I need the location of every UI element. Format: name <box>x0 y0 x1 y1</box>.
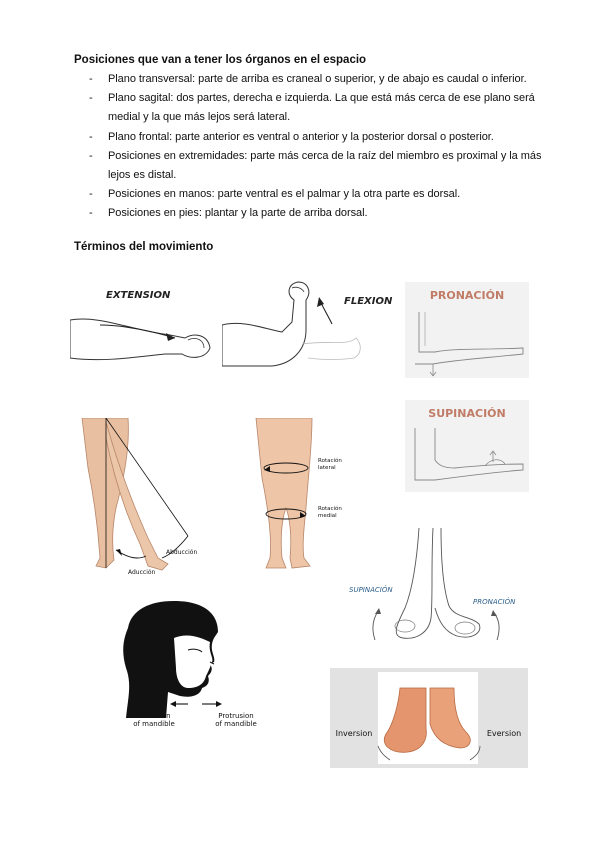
heading-positions: Posiciones que van a tener los órganos en el espacio <box>74 54 367 66</box>
pronation-label: PRONACIÓN <box>429 289 505 302</box>
list-item: - Posiciones en pies: plantar y la parte de arriba dorsal. <box>89 207 368 220</box>
pronation-figure <box>405 282 529 378</box>
mandible-figure <box>118 598 268 748</box>
heading-movement-terms: Términos del movimiento <box>74 241 214 253</box>
inversion-label: Inversion <box>335 729 373 738</box>
retrusion-label-1: Retrusion <box>137 712 171 720</box>
list-item: - Plano frontal: parte anterior es ventral o anterior y la posterior dorsal o posterior. <box>89 130 494 143</box>
flexion-figure <box>222 280 394 380</box>
positions-list <box>74 70 554 224</box>
list-item: - Posiciones en manos: parte ventral es el palmar y la otra parte es dorsal. <box>89 188 461 201</box>
abduction-label: Abducción <box>166 549 198 556</box>
list-item: - Plano sagital: dos partes, derecha e izquierda. La que está más cerca de ese plano será medial y la que más lejos será lateral. <box>89 92 535 124</box>
rotation-lateral-label-1: Rotación <box>318 458 342 464</box>
feet-supination-label: SUPINACIÓN <box>349 586 393 594</box>
rotation-lateral-label-2: lateral <box>318 465 336 471</box>
supination-label: SUPINACIÓN <box>428 407 506 420</box>
eversion-label: Eversion <box>486 729 522 738</box>
rotation-medial-label-2: medial <box>318 513 337 519</box>
feet-figure <box>345 528 525 648</box>
inversion-figure <box>330 668 528 768</box>
abduction-figure <box>76 418 200 578</box>
extension-figure <box>70 280 220 380</box>
protrusion-label-1: Protrusion <box>218 712 254 720</box>
retrusion-label-2: of mandible <box>133 720 175 728</box>
rotation-medial-label-1: Rotación <box>318 506 342 512</box>
protrusion-label-2: of mandible <box>215 720 257 728</box>
list-item: - Plano transversal: parte de arriba es craneal o superior, y de abajo es caudal o inferior. <box>89 73 527 85</box>
list-item: - Posiciones en extremidades: parte más cerca de la raíz del miembro es proximal y la más lejos es distal. <box>89 149 542 182</box>
flexion-label: FLEXION <box>344 296 393 307</box>
supination-figure <box>405 400 529 492</box>
adduction-label: Aducción <box>128 569 156 576</box>
extension-label: EXTENSION <box>106 290 171 301</box>
feet-pronation-label: PRONACIÓN <box>473 598 516 606</box>
